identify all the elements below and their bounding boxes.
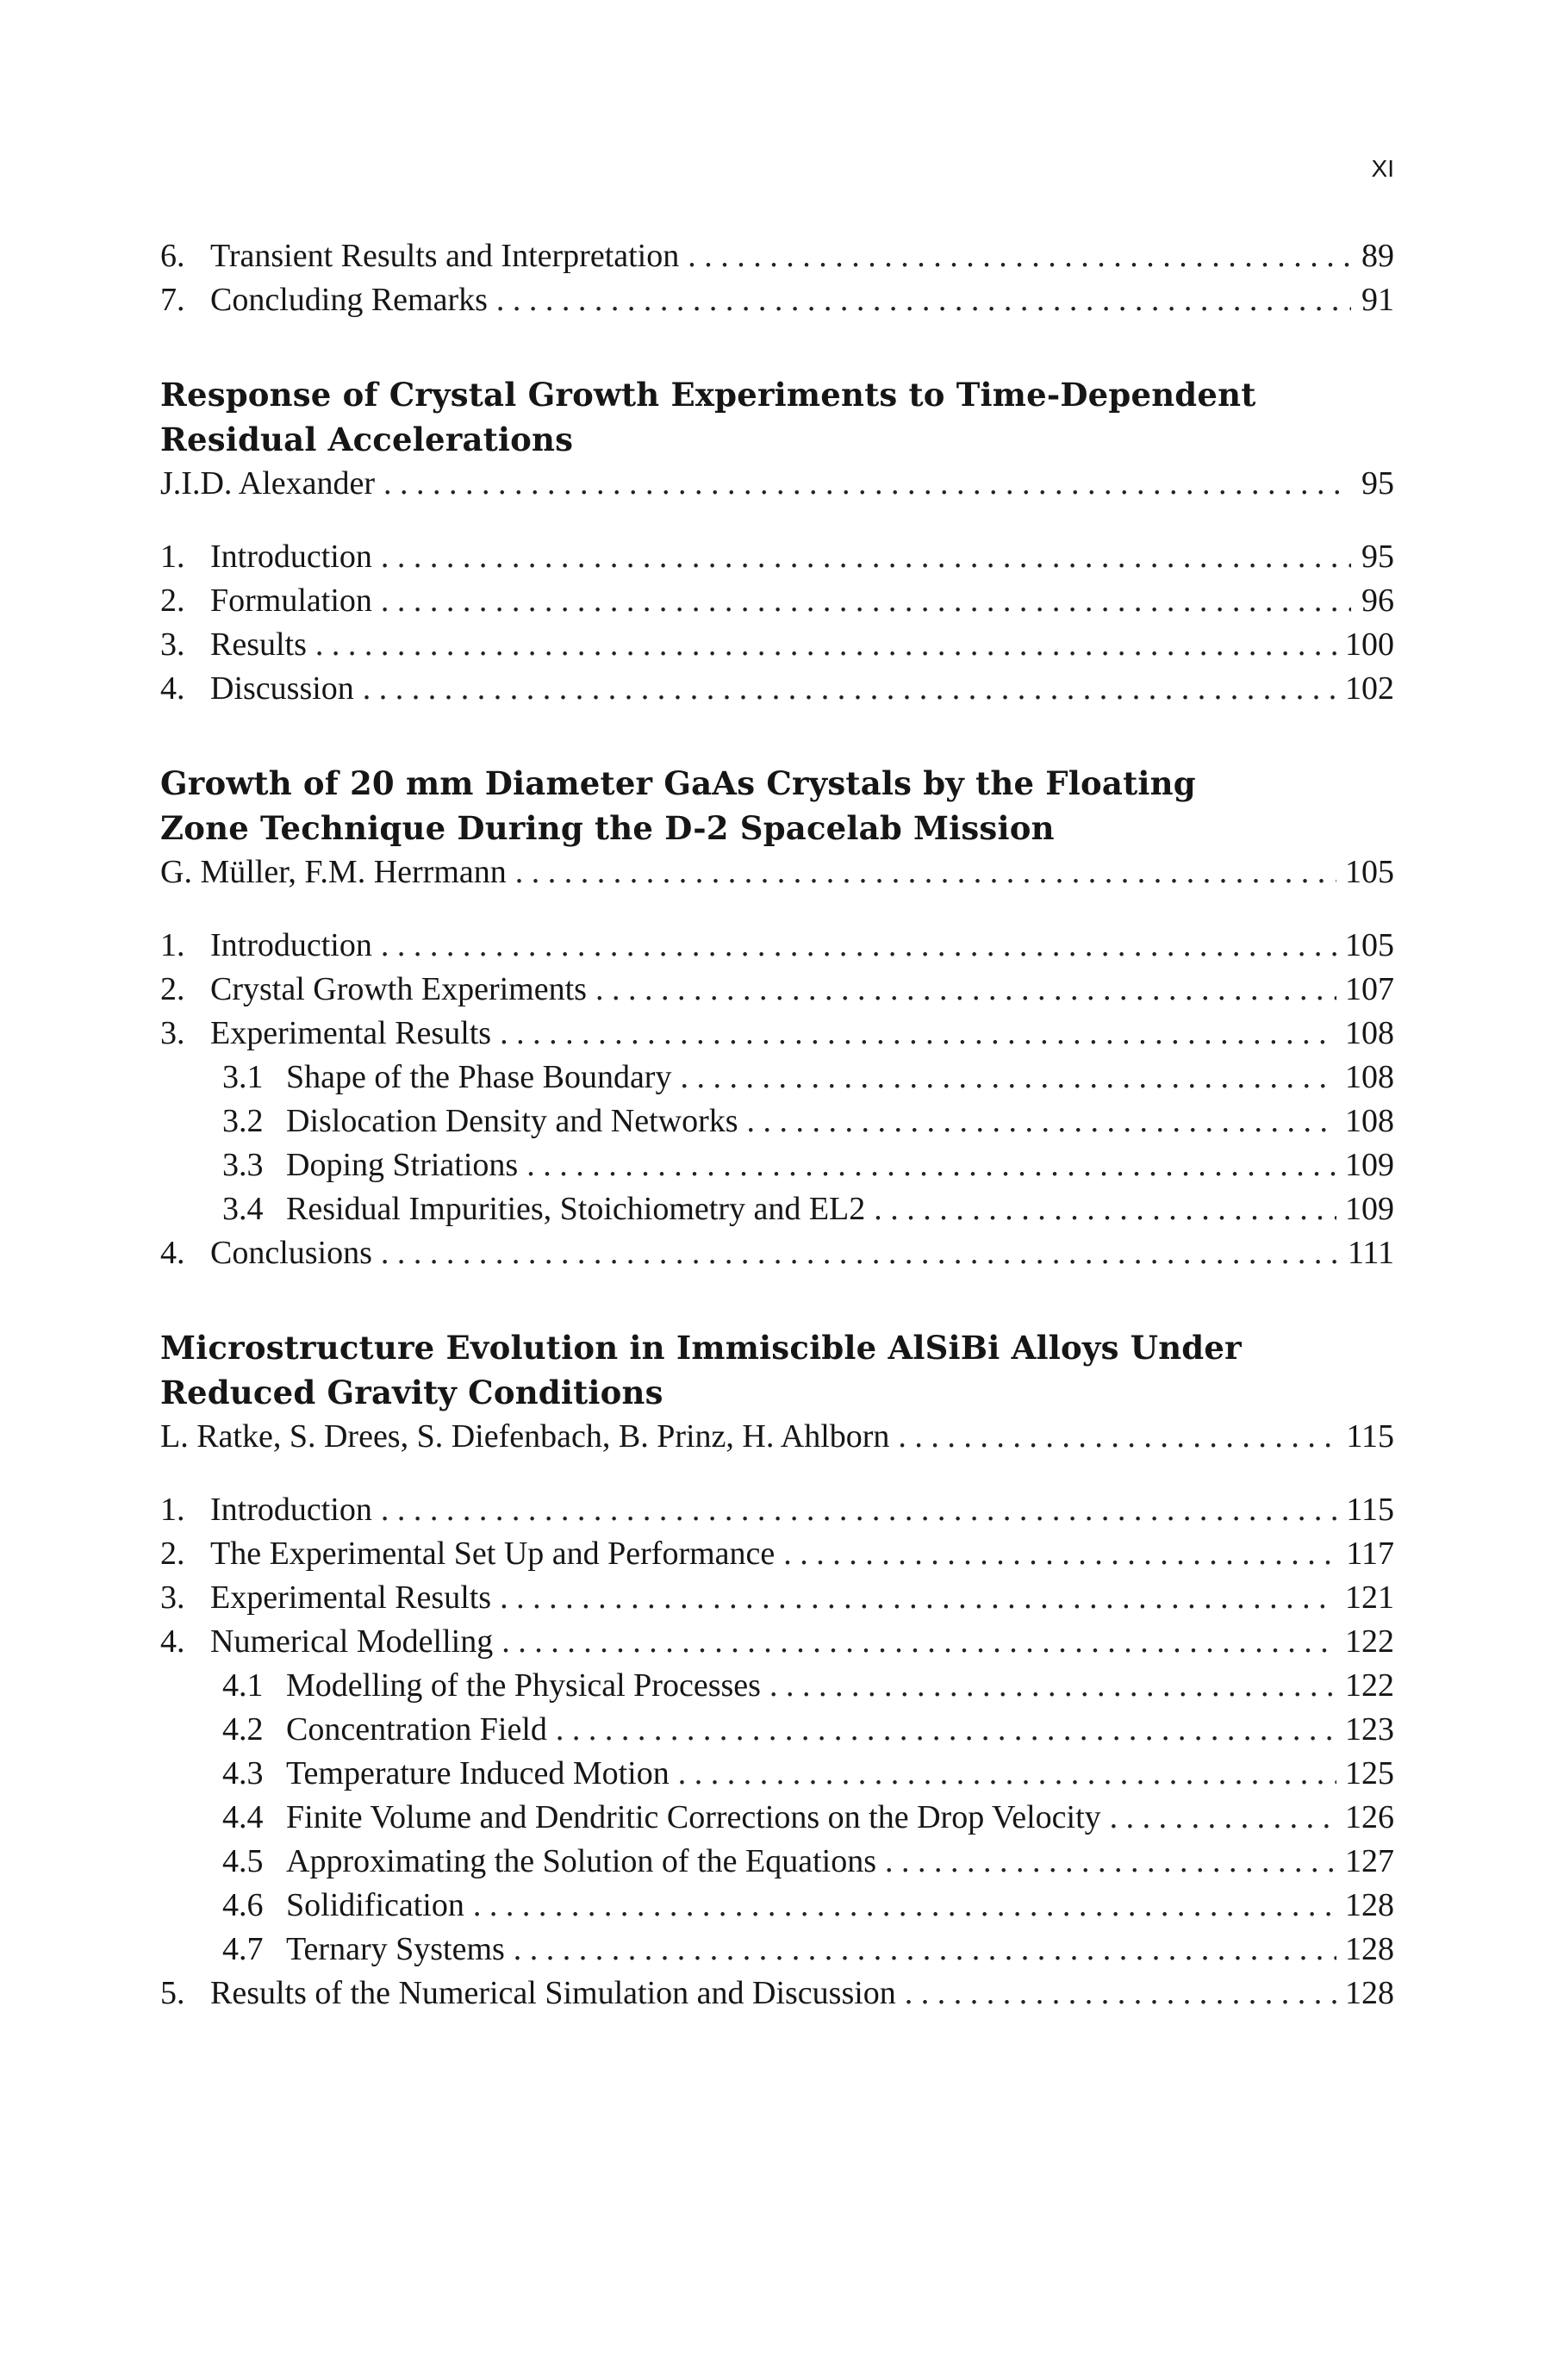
entry-page-number: 108 xyxy=(1345,1103,1394,1139)
article-authors: J.I.D. Alexander xyxy=(160,465,376,502)
dot-leader xyxy=(381,924,1336,968)
entry-page-number: 115 xyxy=(1346,1492,1394,1528)
entry-number: 2. xyxy=(160,583,185,619)
article-title-line: Residual Accelerations xyxy=(160,421,574,458)
toc-entry xyxy=(160,1056,1394,1100)
toc-entry xyxy=(160,1884,1394,1928)
article-page-number: 115 xyxy=(1346,1418,1394,1455)
dot-leader xyxy=(496,278,1351,322)
entry-number: 4.4 xyxy=(222,1799,264,1835)
entry-number: 1. xyxy=(160,539,185,575)
entry-number: 4. xyxy=(160,1623,185,1660)
entry-page-number: 91 xyxy=(1361,282,1394,318)
article-authors-line xyxy=(160,462,1394,506)
toc-entry xyxy=(160,1488,1394,1532)
entry-title: Results of the Numerical Simulation and Discussion xyxy=(210,1975,896,2011)
entry-title: Finite Volume and Dendritic Corrections on the Drop Velocity xyxy=(286,1799,1101,1835)
dot-leader xyxy=(595,968,1336,1012)
entry-number: 2. xyxy=(160,1536,185,1572)
entry-page-number: 109 xyxy=(1345,1147,1394,1183)
entry-title: Shape of the Phase Boundary xyxy=(286,1059,672,1095)
article-title-line: Growth of 20 mm Diameter GaAs Crystals by the Floating xyxy=(160,764,1196,802)
dot-leader xyxy=(747,1100,1336,1143)
dot-leader xyxy=(905,1972,1336,2016)
entry-title: The Experimental Set Up and Performance xyxy=(210,1536,776,1572)
entry-title: Conclusions xyxy=(210,1235,372,1271)
toc-entry xyxy=(160,1576,1394,1620)
entry-page-number: 102 xyxy=(1345,670,1394,707)
entry-page-number: 95 xyxy=(1361,539,1394,575)
entry-page-number: 122 xyxy=(1345,1667,1394,1704)
entry-title: Transient Results and Interpretation xyxy=(210,238,680,274)
toc-entry xyxy=(160,924,1394,968)
entry-page-number: 128 xyxy=(1345,1975,1394,2011)
entry-number: 1. xyxy=(160,927,185,963)
entry-number: 3. xyxy=(160,626,185,663)
toc-entry xyxy=(160,1928,1394,1972)
entry-number: 4.3 xyxy=(222,1755,264,1791)
entry-title: Introduction xyxy=(210,1492,372,1528)
entry-number: 1. xyxy=(160,1492,185,1528)
entry-number: 3. xyxy=(160,1579,185,1616)
entry-title: Introduction xyxy=(210,539,372,575)
dot-leader xyxy=(526,1143,1336,1187)
dot-leader xyxy=(473,1884,1336,1928)
dot-leader xyxy=(688,234,1351,278)
toc-entry xyxy=(160,623,1394,667)
article-sections xyxy=(160,535,1394,711)
entry-title: Modelling of the Physical Processes xyxy=(286,1667,761,1704)
article-entry xyxy=(160,372,1394,711)
toc-entry xyxy=(160,1664,1394,1708)
entry-number: 4. xyxy=(160,1235,185,1271)
dot-leader xyxy=(885,1840,1336,1884)
article-sections xyxy=(160,924,1394,1275)
dot-leader xyxy=(556,1708,1336,1752)
article-sections xyxy=(160,1488,1394,2016)
article-entry xyxy=(160,1325,1394,2016)
article-authors: L. Ratke, S. Drees, S. Diefenbach, B. Prinz, H. Ahlborn xyxy=(160,1418,890,1455)
entry-title: Introduction xyxy=(210,927,372,963)
entry-number: 2. xyxy=(160,971,185,1007)
entry-title: Formulation xyxy=(210,583,372,619)
article-title-line: Zone Technique During the D-2 Spacelab Mission xyxy=(160,809,1055,847)
dot-leader xyxy=(783,1532,1337,1576)
entry-title: Concentration Field xyxy=(286,1711,547,1748)
toc-entry xyxy=(160,579,1394,623)
dot-leader xyxy=(898,1415,1337,1459)
dot-leader xyxy=(315,623,1336,667)
entry-number: 4.2 xyxy=(222,1711,264,1748)
dot-leader xyxy=(680,1056,1336,1100)
article-entry xyxy=(160,761,1394,1275)
entry-page-number: 96 xyxy=(1361,583,1394,619)
page-number: XI xyxy=(1371,155,1394,182)
entry-page-number: 89 xyxy=(1361,238,1394,274)
entry-page-number: 108 xyxy=(1345,1059,1394,1095)
toc-entry xyxy=(160,1972,1394,2016)
toc-entry xyxy=(160,1840,1394,1884)
entry-page-number: 125 xyxy=(1345,1755,1394,1791)
toc-entry xyxy=(160,1143,1394,1187)
entry-title: Residual Impurities, Stoichiometry and EL2 xyxy=(286,1191,866,1227)
dot-leader xyxy=(381,1231,1339,1275)
entry-title: Concluding Remarks xyxy=(210,282,488,318)
entry-title: Numerical Modelling xyxy=(210,1623,494,1660)
entry-page-number: 109 xyxy=(1345,1191,1394,1227)
article-title-line: Microstructure Evolution in Immiscible AlSiBi Alloys Under xyxy=(160,1329,1242,1367)
dot-leader xyxy=(769,1664,1336,1708)
entry-number: 3.3 xyxy=(222,1147,264,1183)
entry-page-number: 126 xyxy=(1345,1799,1394,1835)
article-authors-line xyxy=(160,850,1394,894)
entry-page-number: 128 xyxy=(1345,1931,1394,1967)
entry-title: Experimental Results xyxy=(210,1579,492,1616)
toc-entry xyxy=(160,1620,1394,1664)
entry-number: 3.4 xyxy=(222,1191,264,1227)
toc-entry xyxy=(160,1708,1394,1752)
entry-number: 7. xyxy=(160,282,185,318)
entry-title: Results xyxy=(210,626,307,663)
entry-number: 3. xyxy=(160,1015,185,1051)
dot-leader xyxy=(514,1928,1336,1972)
entry-title: Crystal Growth Experiments xyxy=(210,971,587,1007)
entry-number: 3.2 xyxy=(222,1103,264,1139)
dot-leader xyxy=(500,1012,1336,1056)
entry-page-number: 128 xyxy=(1345,1887,1394,1923)
toc-entry xyxy=(160,278,1394,322)
article-page-number: 105 xyxy=(1345,854,1394,890)
entry-page-number: 121 xyxy=(1345,1579,1394,1616)
entry-page-number: 127 xyxy=(1345,1843,1394,1879)
dot-leader xyxy=(515,850,1336,894)
article-authors-line xyxy=(160,1415,1394,1459)
dot-leader xyxy=(500,1576,1336,1620)
dot-leader xyxy=(363,667,1336,711)
toc-entry xyxy=(160,1187,1394,1231)
dot-leader xyxy=(381,579,1351,623)
toc-entry xyxy=(160,968,1394,1012)
entry-number: 3.1 xyxy=(222,1059,264,1095)
entry-title: Dislocation Density and Networks xyxy=(286,1103,738,1139)
entry-page-number: 122 xyxy=(1345,1623,1394,1660)
entry-number: 4.7 xyxy=(222,1931,264,1967)
entry-page-number: 107 xyxy=(1345,971,1394,1007)
entry-title: Temperature Induced Motion xyxy=(286,1755,670,1791)
article-title-line: Response of Crystal Growth Experiments to Time-Dependent xyxy=(160,376,1256,414)
entry-page-number: 111 xyxy=(1347,1235,1394,1271)
article-title-line: Reduced Gravity Conditions xyxy=(160,1374,663,1411)
entry-number: 6. xyxy=(160,238,185,274)
dot-leader xyxy=(1110,1796,1336,1840)
article-page-number: 95 xyxy=(1361,465,1394,502)
entry-title: Ternary Systems xyxy=(286,1931,505,1967)
entry-number: 4.1 xyxy=(222,1667,264,1704)
dot-leader xyxy=(383,462,1351,506)
entry-page-number: 105 xyxy=(1345,927,1394,963)
entry-title: Discussion xyxy=(210,670,354,707)
entry-number: 4. xyxy=(160,670,185,707)
dot-leader xyxy=(501,1620,1336,1664)
entry-title: Doping Striations xyxy=(286,1147,519,1183)
toc-entry xyxy=(160,667,1394,711)
entry-number: 4.5 xyxy=(222,1843,264,1879)
entry-page-number: 117 xyxy=(1346,1536,1394,1572)
dot-leader xyxy=(874,1187,1336,1231)
toc-entry xyxy=(160,234,1394,278)
entry-title: Approximating the Solution of the Equations xyxy=(286,1843,876,1879)
entry-number: 5. xyxy=(160,1975,185,2011)
toc-entry xyxy=(160,1012,1394,1056)
table-of-contents xyxy=(160,234,1394,2016)
toc-entry xyxy=(160,1100,1394,1143)
entry-page-number: 100 xyxy=(1345,626,1394,663)
entry-number: 4.6 xyxy=(222,1887,264,1923)
entry-title: Solidification xyxy=(286,1887,464,1923)
entry-title: Experimental Results xyxy=(210,1015,492,1051)
dot-leader xyxy=(678,1752,1336,1796)
toc-entry xyxy=(160,1752,1394,1796)
dot-leader xyxy=(381,535,1351,579)
dot-leader xyxy=(381,1488,1338,1532)
article-list xyxy=(160,372,1394,2016)
toc-entry xyxy=(160,1231,1394,1275)
carryover-sections xyxy=(160,234,1394,322)
toc-entry xyxy=(160,535,1394,579)
toc-entry xyxy=(160,1796,1394,1840)
toc-entry xyxy=(160,1532,1394,1576)
entry-page-number: 123 xyxy=(1345,1711,1394,1748)
article-authors: G. Müller, F.M. Herrmann xyxy=(160,854,507,890)
entry-page-number: 108 xyxy=(1345,1015,1394,1051)
